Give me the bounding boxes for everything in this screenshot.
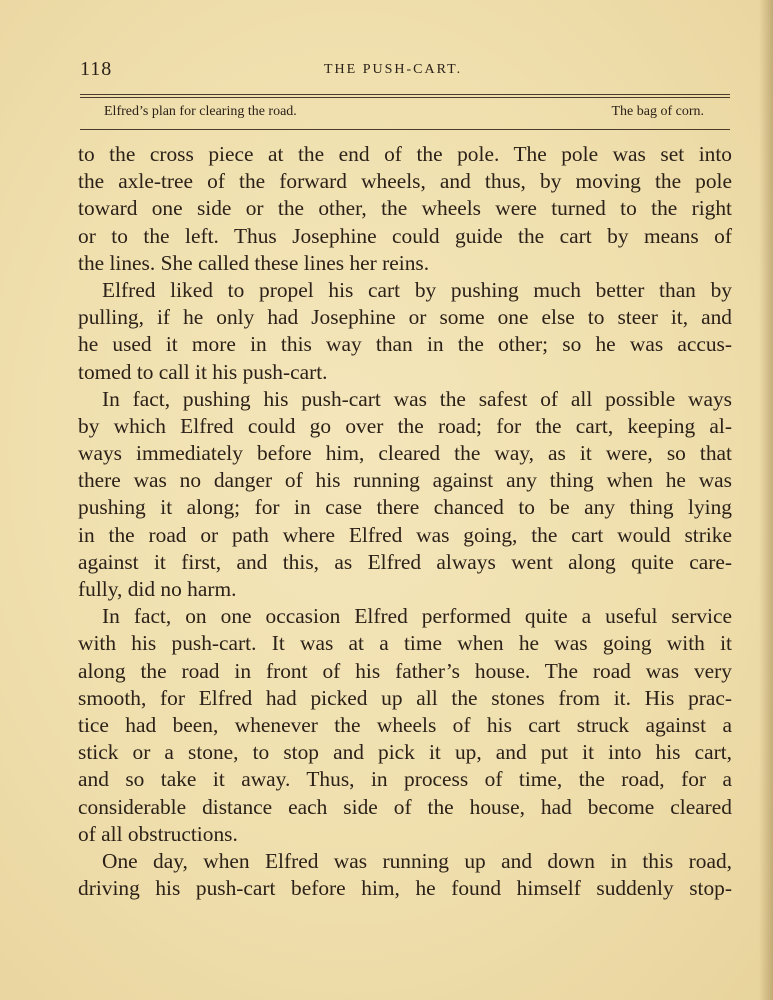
text-line: fully, did no harm. [78,577,237,601]
body-text [78,141,732,902]
text-line: toward one side or the other, the wheels were turned to the right [78,196,732,221]
text-line: he used it more in this way than in the other; so he was accus- [78,332,732,357]
text-line: stick or a stone, to stop and pick it up, and put it into his cart, [78,740,732,765]
text-line: along the road in front of his father’s house. The road was very [78,658,732,683]
text-line: with his push-cart. It was at a time when he was going with it [78,631,732,656]
running-title: THE PUSH-CART. [324,62,463,77]
text-line: the lines. She called these lines her reins. [78,250,430,275]
text-line: the axle-tree of the forward wheels, and thus, by moving the pole [78,169,732,194]
text-line: pushing it along; for in case there chanced to be any thing lying [78,495,732,520]
text-line: in the road or path where Elfred was going, the cart would strike [78,522,732,547]
text-line: of all obstructions. [78,821,238,846]
text-line: In fact, on one occasion Elfred performed quite a useful service [102,604,732,629]
text-line: ways immediately before him, cleared the way, as it were, so that [78,441,732,466]
text-line: or to the left. Thus Josephine could guide the cart by means of [78,223,732,248]
text-line: smooth, for Elfred had picked up all the stones from it. His prac- [78,685,732,710]
text-line: Elfred liked to propel his cart by pushing much better than by [102,277,732,302]
page-edge-shadow [759,0,773,1000]
text-line: driving his push-cart before him, he found himself suddenly stop- [78,876,732,901]
running-head [80,58,730,84]
text-line: there was no danger of his running against any thing when he was [78,468,732,493]
topic-headings [104,104,704,124]
topic-right: The bag of corn. [611,104,704,119]
header-rule-bottom [80,129,730,130]
page-number: 118 [80,58,113,80]
text-line: and so take it away. Thus, in process of time, the road, for a [78,767,732,792]
text-line: One day, when Elfred was running up and down in this road, [102,848,732,873]
text-line: considerable distance each side of the house, had become cleared [78,794,732,819]
text-line: tomed to call it his push-cart. [78,359,328,384]
text-line: against it first, and this, as Elfred always went along quite care- [78,549,732,574]
header-rule-top-double [80,97,730,98]
text-line: tice had been, whenever the wheels of his cart struck against a [78,712,732,737]
text-line: by which Elfred could go over the road; for the cart, keeping al- [78,413,732,438]
text-line: In fact, pushing his push-cart was the safest of all possible ways [102,386,732,411]
text-line: to the cross piece at the end of the pole. The pole was set into [78,142,732,166]
topic-left: Elfred’s plan for clearing the road. [104,104,297,119]
text-line: pulling, if he only had Josephine or some one else to steer it, and [78,305,732,330]
header-rule-top [80,94,730,95]
